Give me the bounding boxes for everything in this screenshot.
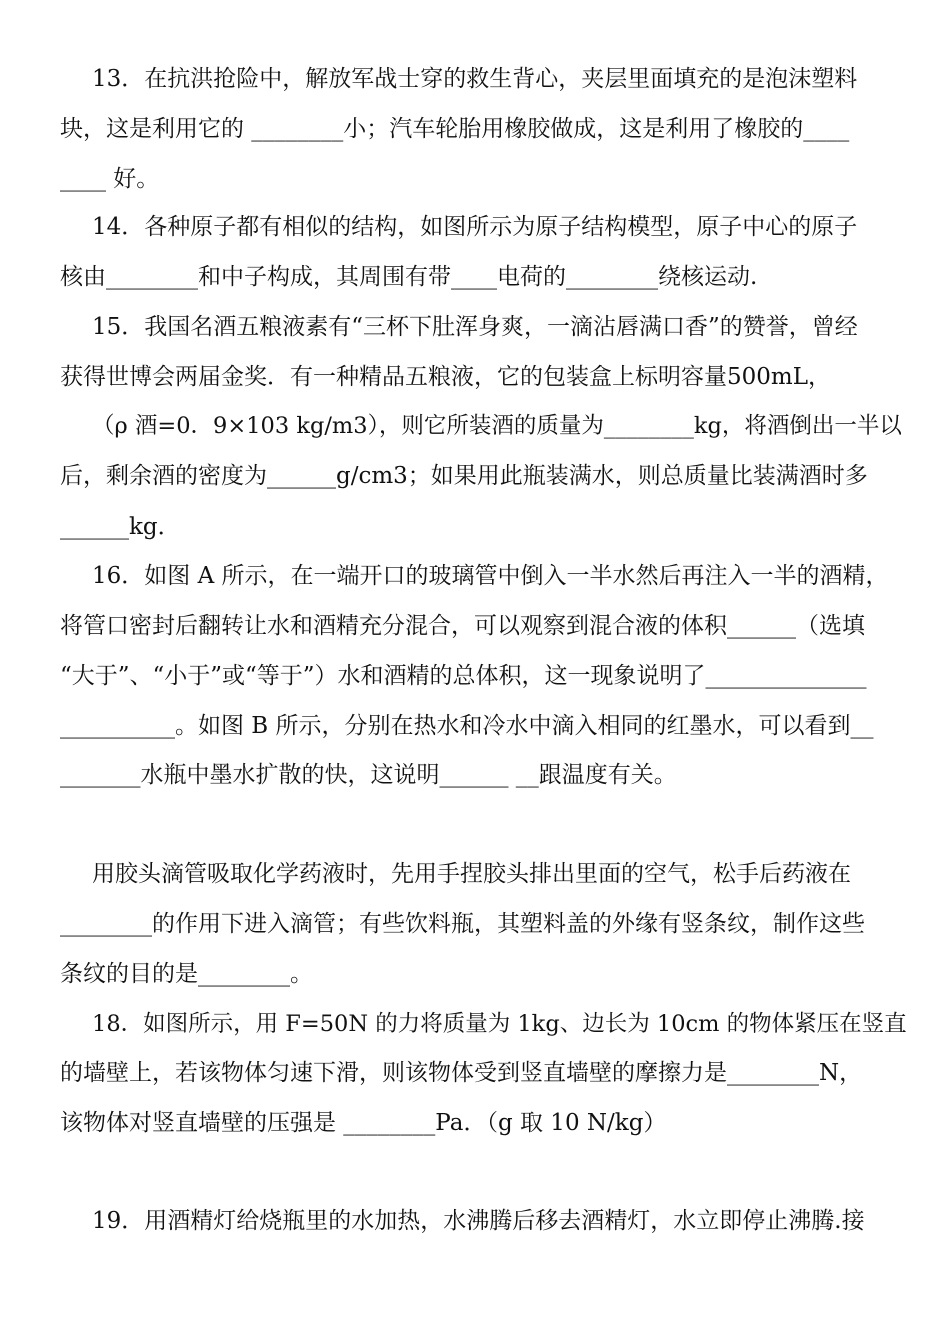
q17-line-1: 用胶头滴管吸取化学药液时，先用手捏胶头排出里面的空气，松手后药液在: [92, 861, 851, 887]
q16-line-2: 将管口密封后翻转让水和酒精充分混合，可以观察到混合液的体积______（选填: [60, 613, 865, 639]
q18-line-2: 的墙壁上，若该物体匀速下滑，则该物体受到竖直墙壁的摩擦力是________N，: [60, 1060, 863, 1086]
q18-line-3: 该物体对竖直墙壁的压强是 ________Pa．（g 取 10 N/kg）: [60, 1110, 667, 1136]
q14-line-2: 核由________和中子构成，其周围有带____电荷的________绕核运动.: [60, 264, 758, 290]
q16-line-3: “大于”、“小于”或“等于”）水和酒精的总体积，这一现象说明了______________: [60, 663, 867, 689]
q15-line-2: 获得世博会两届金奖．有一种精品五粮液，它的包装盒上标明容量500mL，: [60, 364, 831, 390]
q16-line-4: __________。如图 B 所示，分别在热水和冷水中滴入相同的红墨水，可以看到__: [60, 713, 874, 739]
q15-line-4: 后，剩余酒的密度为______g/cm3；如果用此瓶装满水，则总质量比装满酒时多: [60, 463, 868, 489]
q13-line-3: ____ 好。: [60, 166, 160, 192]
q16-line-1: 16．如图 A 所示，在一端开口的玻璃管中倒入一半水然后再注入一半的酒精，: [92, 563, 889, 589]
q15-line-5: ______kg．: [60, 514, 181, 540]
q17-line-3: 条纹的目的是________。: [60, 961, 313, 987]
q15-line-3: （ρ 酒=0．9×103 kg/m3），则它所装酒的质量为________kg，将酒倒出一半以: [92, 413, 902, 439]
q13-line-2: 块，这是利用它的 ________小；汽车轮胎用橡胶做成，这是利用了橡胶的____: [60, 116, 850, 142]
q19-line-1: 19．用酒精灯给烧瓶里的水加热，水沸腾后移去酒精灯，水立即停止沸腾.接: [92, 1208, 865, 1234]
q16-line-5: _______水瓶中墨水扩散的快，这说明______ __跟温度有关。: [60, 762, 677, 788]
q18-line-1: 18．如图所示，用 F=50N 的力将质量为 1kg、边长为 10cm 的物体紧压在竖直: [92, 1011, 907, 1037]
q17-line-2: ________的作用下进入滴管；有些饮料瓶，其塑料盖的外缘有竖条纹，制作这些: [60, 911, 865, 937]
q13-line-1: 13．在抗洪抢险中，解放军战士穿的救生背心，夹层里面填充的是泡沫塑料: [92, 66, 858, 92]
q15-line-1: 15．我国名酒五粮液素有“三杯下肚浑身爽，一滴沾唇满口香”的赞誉，曾经: [92, 314, 858, 340]
q14-line-1: 14．各种原子都有相似的结构，如图所示为原子结构模型，原子中心的原子: [92, 214, 858, 240]
